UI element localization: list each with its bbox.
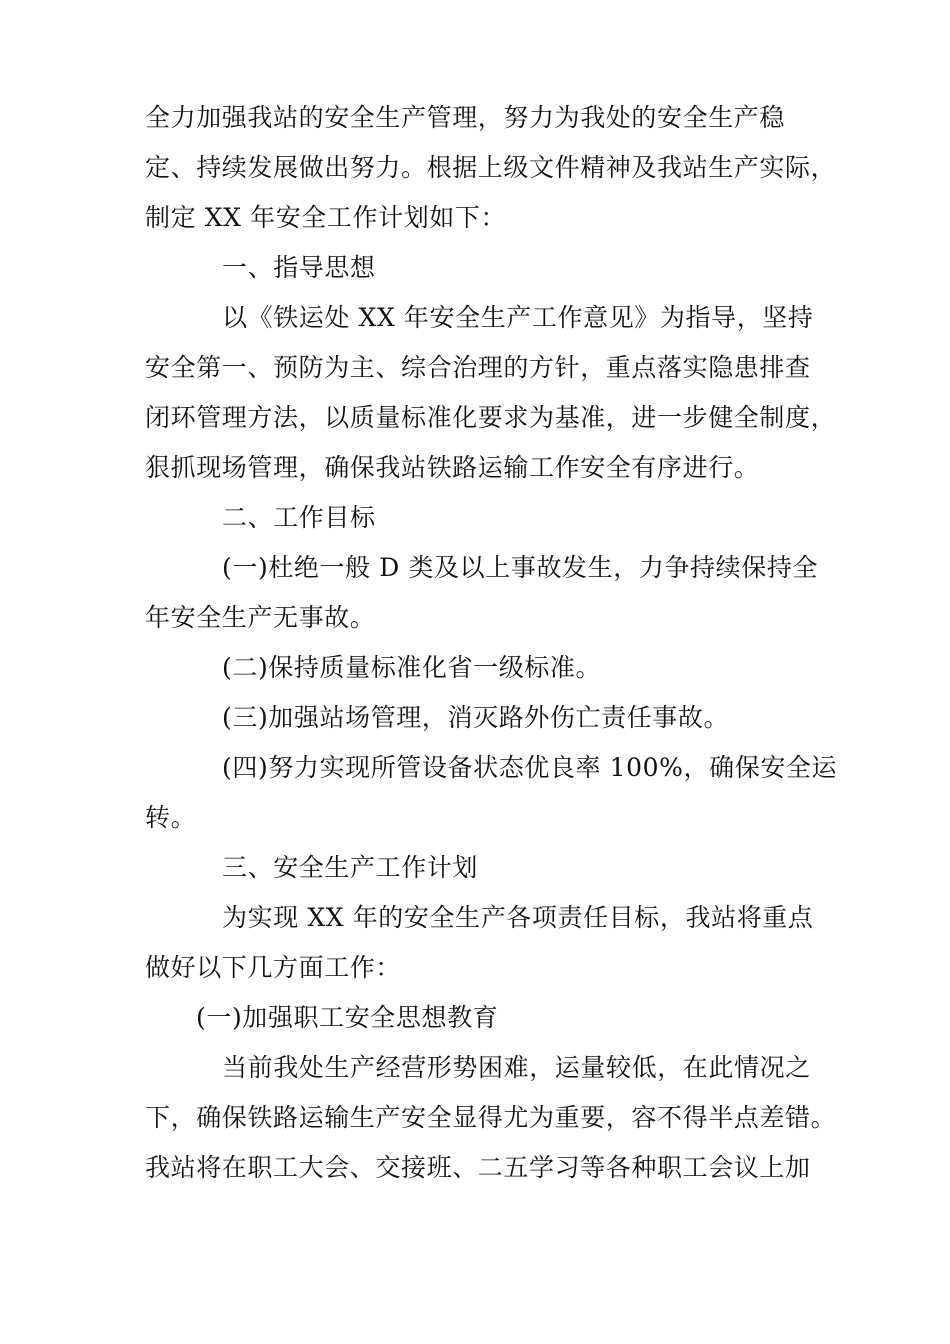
text-line: 做好以下几方面工作： bbox=[145, 953, 402, 982]
text-line: (四)努力实现所管设备状态优良率 100%，确保安全运 bbox=[222, 753, 838, 782]
text-line: 为实现 XX 年的安全生产各项责任目标，我站将重点 bbox=[222, 903, 814, 932]
section-heading: 三、安全生产工作计划 bbox=[222, 853, 479, 882]
text-line: (二)保持质量标准化省一级标准。 bbox=[222, 653, 602, 682]
text-line: 转。 bbox=[145, 803, 197, 832]
text-line: 全力加强我站的安全生产管理，努力为我处的安全生产稳 bbox=[145, 103, 786, 132]
text-line: 安全第一、预防为主、综合治理的方针，重点落实隐患排查 bbox=[145, 353, 811, 382]
text-line: (三)加强站场管理，消灭路外伤亡责任事故。 bbox=[222, 703, 730, 732]
text-line: 制定 XX 年安全工作计划如下： bbox=[145, 203, 507, 232]
text-line: 下，确保铁路运输生产安全显得尤为重要，容不得半点差错。 bbox=[145, 1103, 837, 1132]
text-line: 年安全生产无事故。 bbox=[145, 603, 376, 632]
text-line: 当前我处生产经营形势困难，运量较低，在此情况之 bbox=[222, 1053, 811, 1082]
text-line: (一)杜绝一般 D 类及以上事故发生，力争持续保持全 bbox=[222, 553, 819, 582]
section-heading: 二、工作目标 bbox=[222, 503, 376, 532]
text-line: 定、持续发展做出努力。根据上级文件精神及我站生产实际， bbox=[145, 153, 837, 182]
text-line: 以《铁运处 XX 年安全生产工作意见》为指导，坚持 bbox=[222, 303, 814, 332]
section-heading: 一、指导思想 bbox=[222, 253, 376, 282]
text-line: 我站将在职工大会、交接班、二五学习等各种职工会议上加 bbox=[145, 1153, 811, 1182]
text-line: 狠抓现场管理，确保我站铁路运输工作安全有序进行。 bbox=[145, 453, 760, 482]
text-line: 闭环管理方法，以质量标准化要求为基准，进一步健全制度， bbox=[145, 403, 837, 432]
subsection-heading: (一)加强职工安全思想教育 bbox=[196, 1003, 499, 1032]
